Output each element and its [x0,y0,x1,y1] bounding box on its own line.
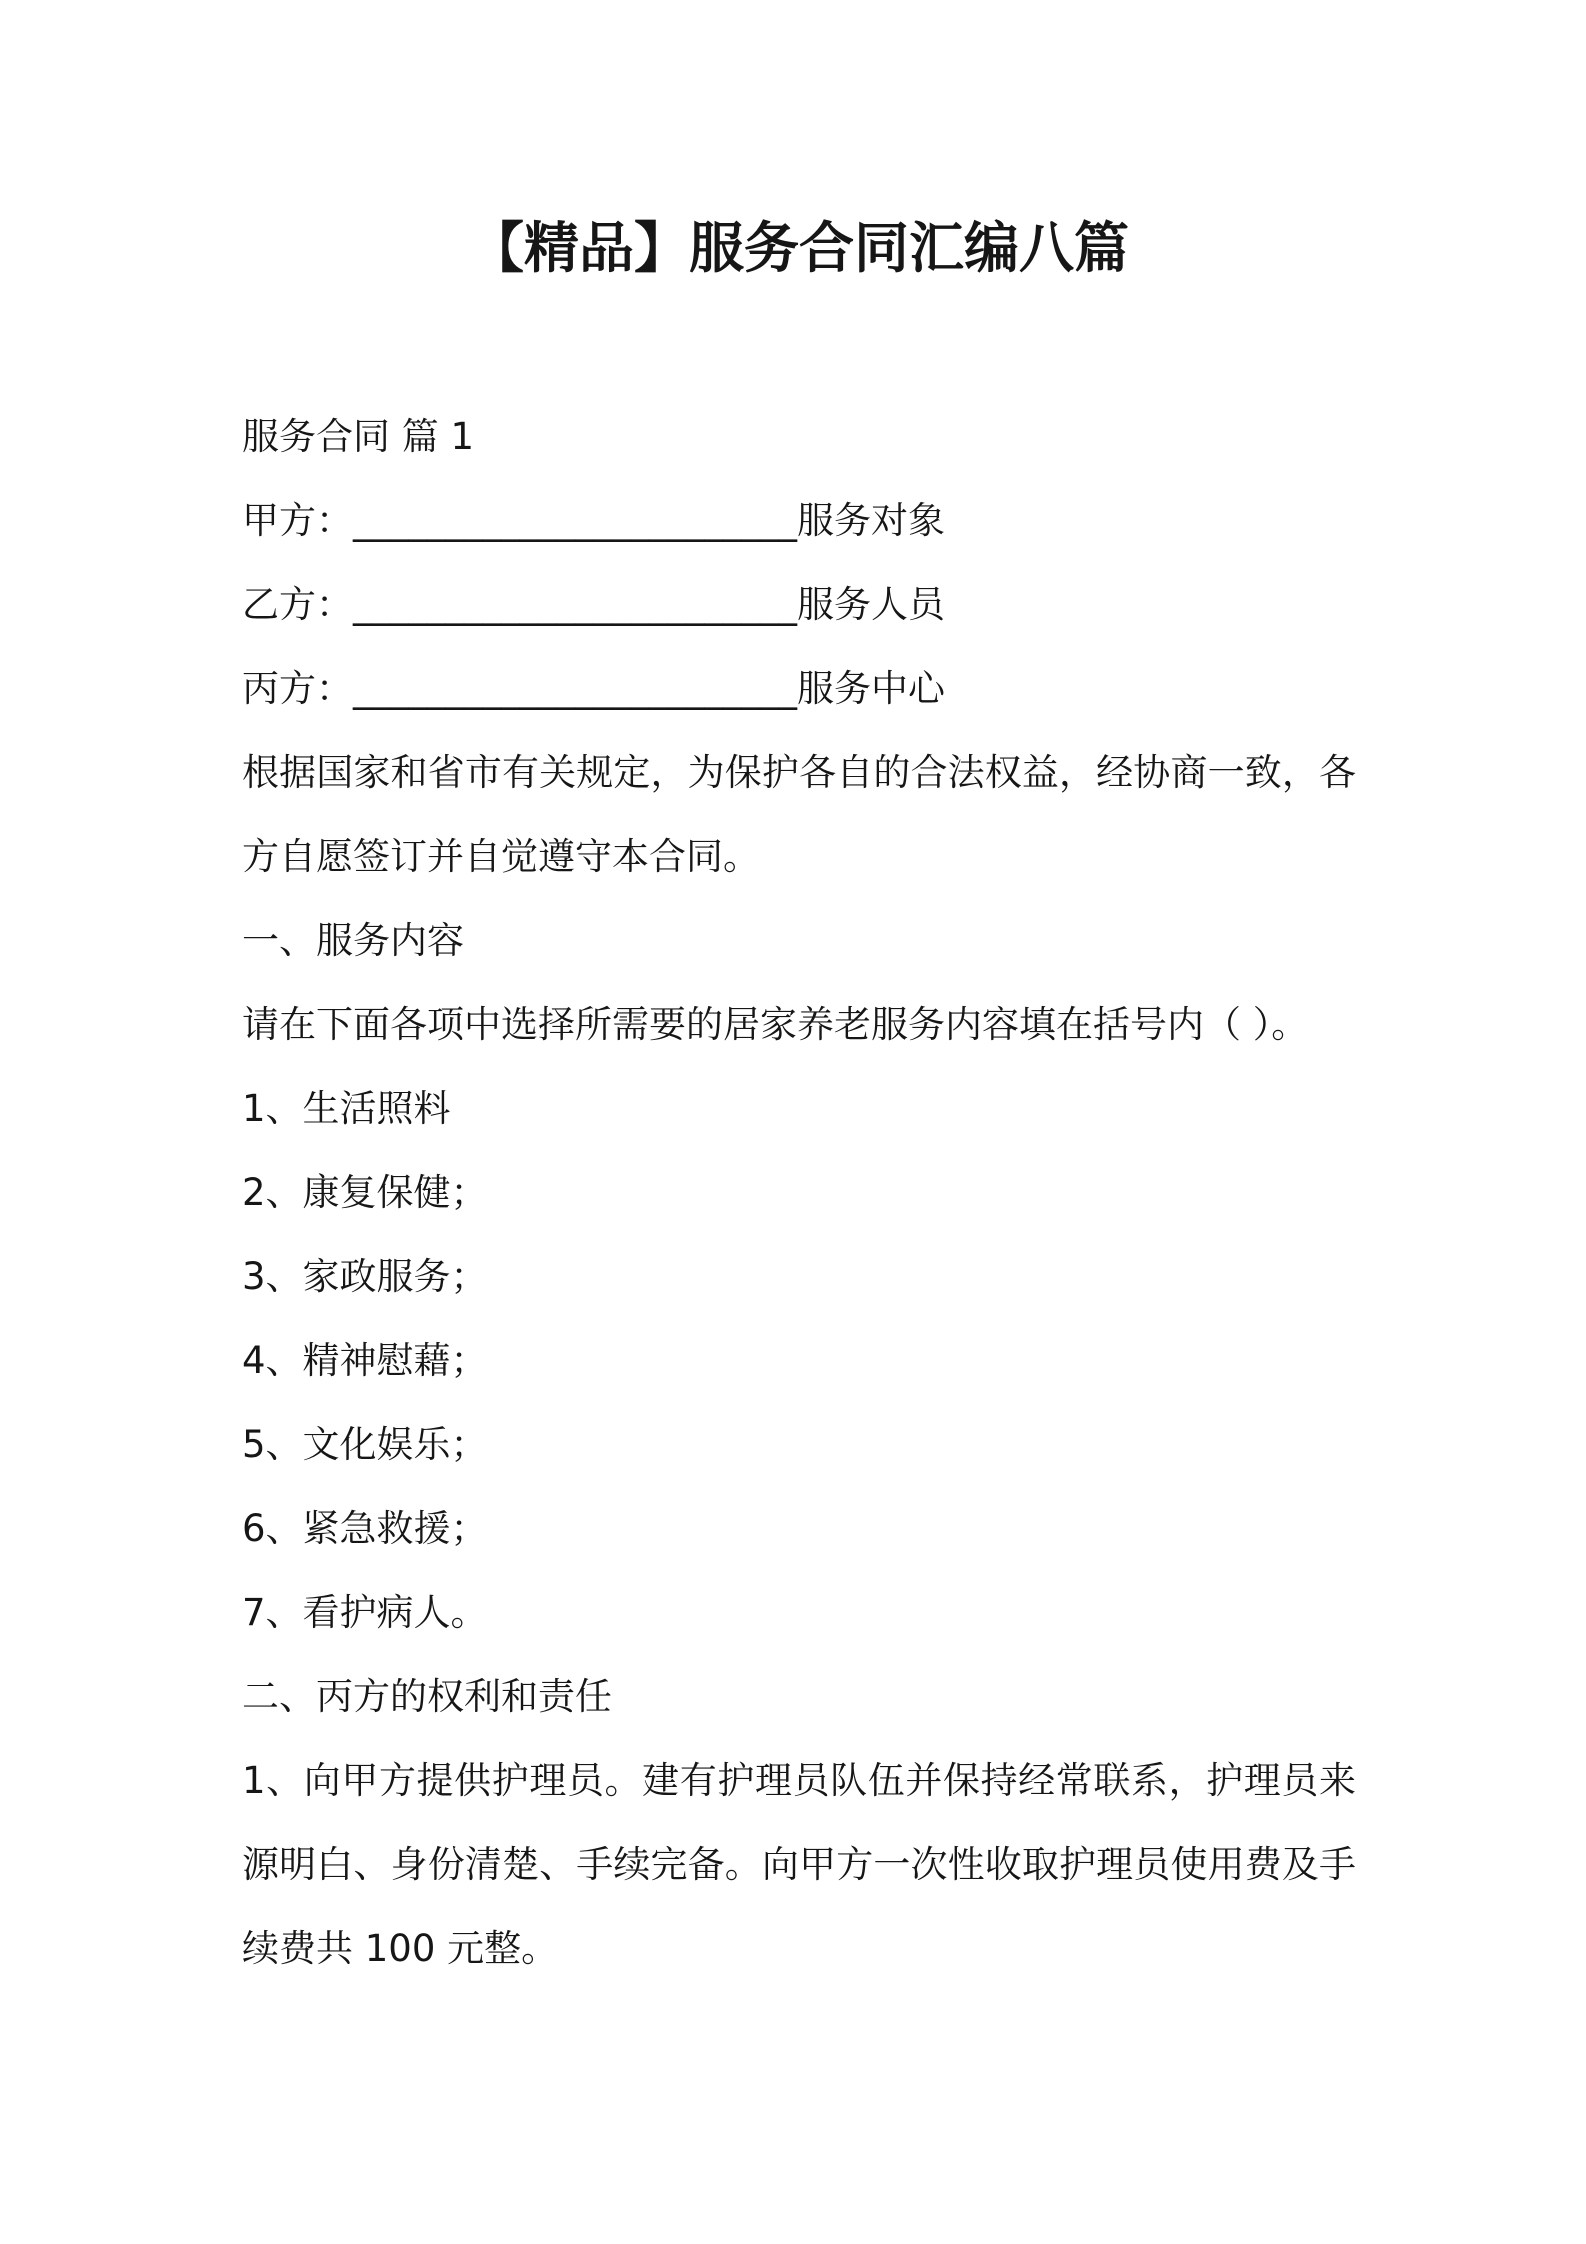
document-body [242,395,1356,1991]
party-c-row [242,647,1356,731]
article-2-heading: 二、丙方的权利和责任 [242,1675,612,1718]
party-c-role: 服务中心 [797,667,945,710]
service-item: 6、紧急救援； [242,1507,488,1550]
party-a-blank: ________________________ [353,499,797,542]
article-1-heading: 一、服务内容 [242,919,464,962]
party-b-label: 乙方： [242,583,353,626]
service-item: 1、生活照料 [242,1087,451,1130]
party-a-label: 甲方： [242,499,353,542]
clause-line: 1、向甲方提供护理员。建有护理员队伍并保持经常联系，护理员来 [242,1759,1356,1802]
party-c-blank: ________________________ [353,667,797,710]
party-c-label: 丙方： [242,667,353,710]
service-item: 3、家政服务； [242,1255,488,1298]
party-a-role: 服务对象 [797,499,945,542]
document-title: 【精品】服务合同汇编八篇 [468,216,1129,280]
party-a-row [242,479,1356,563]
service-item: 7、看护病人。 [242,1591,488,1634]
party-b-role: 服务人员 [797,583,945,626]
preamble-line: 根据国家和省市有关规定，为保护各自的合法权益，经协商一致，各 [242,751,1356,794]
article-1-instruction: 请在下面各项中选择所需要的居家养老服务内容填在括号内（ ）。 [242,1003,1309,1046]
section-heading: 服务合同 篇 1 [242,415,475,458]
clause-line: 源明白、身份清楚、手续完备。向甲方一次性收取护理员使用费及手 [242,1843,1356,1886]
preamble-line: 方自愿签订并自觉遵守本合同。 [242,835,760,878]
service-item: 2、康复保健； [242,1171,488,1214]
clause-line: 续费共 100 元整。 [242,1927,559,1970]
party-b-blank: ________________________ [353,583,797,626]
service-item: 4、精神慰藉； [242,1339,488,1382]
service-item: 5、文化娱乐； [242,1423,488,1466]
party-b-row [242,563,1356,647]
